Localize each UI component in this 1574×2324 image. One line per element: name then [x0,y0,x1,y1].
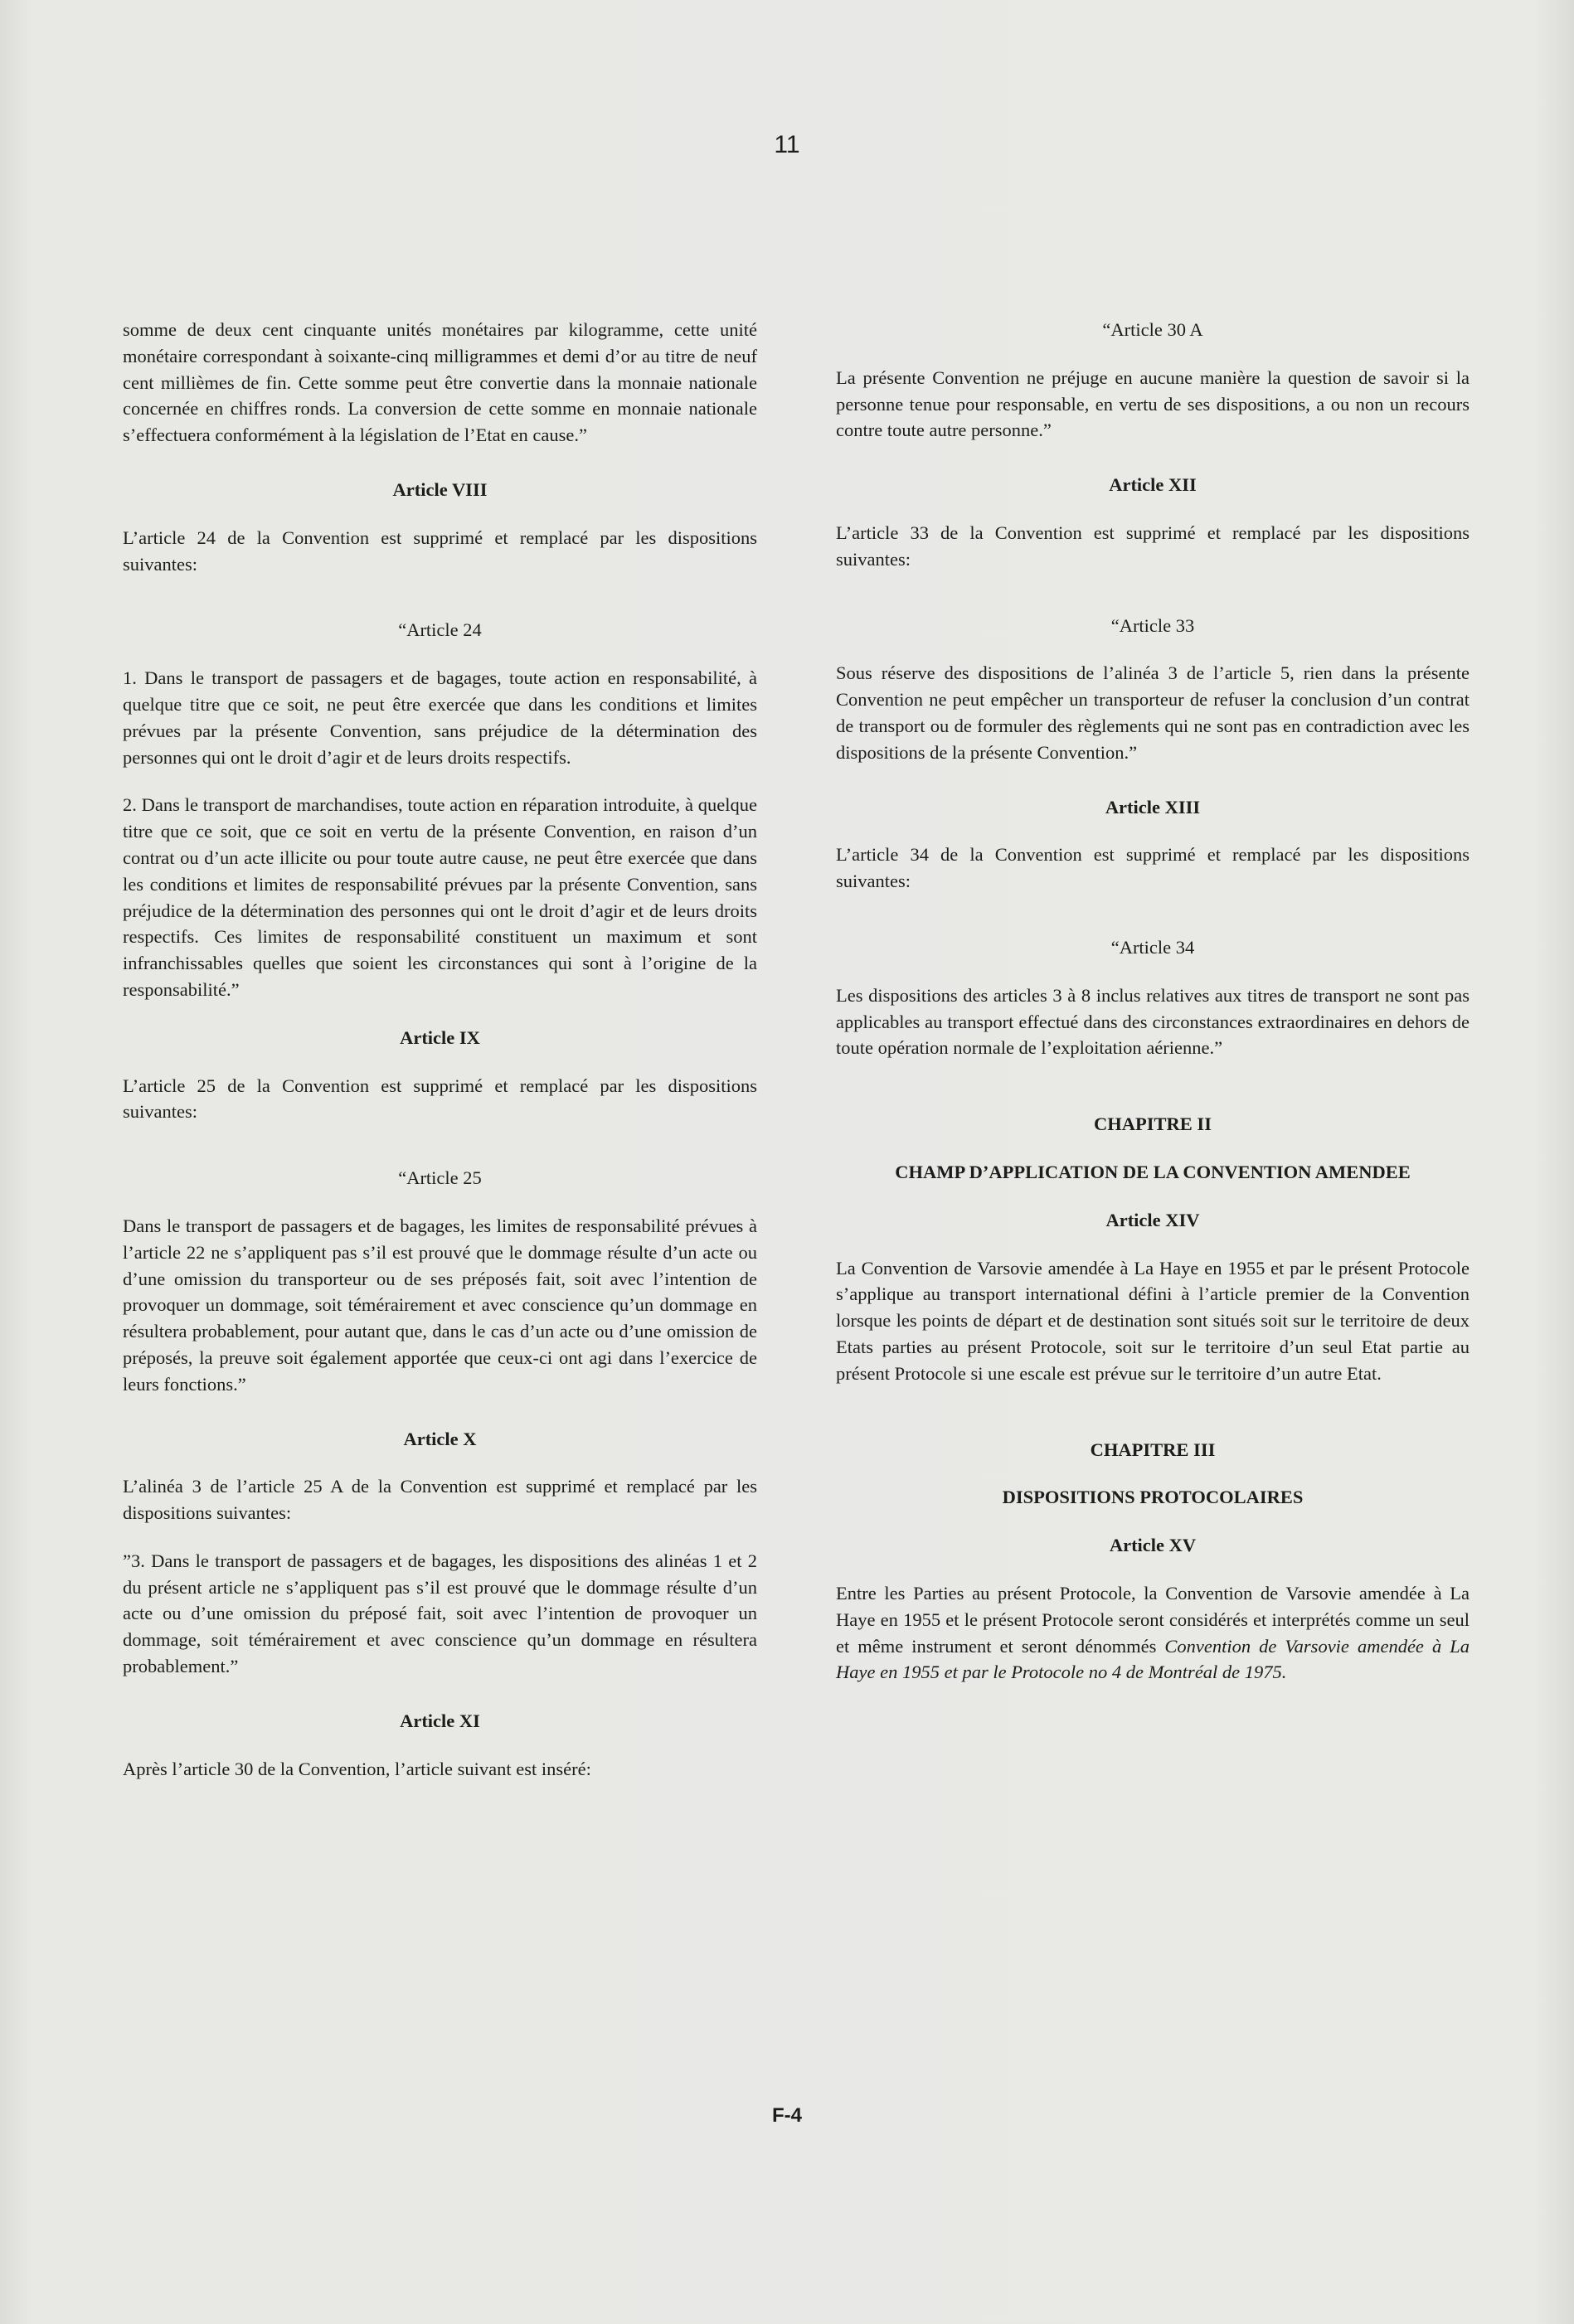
paragraph-article-vii-end: somme de deux cent cinquante unités monétaires par kilogramme, cette unité monétaire correspondant à soixante-cinq milligrammes et demi d’or au titre de neuf cent millièmes de fin. Cette somme peut être convertie dans la monnaie nationale concernée en chiffres ronds. La conversion de cette somme en monnaie nationale s’effectuera conformément à la législation de l’Etat en cause.” [123,319,757,446]
quote-title-article-33: “Article 33 [1110,614,1195,636]
paragraph-article-30a: La présente Convention ne préjuge en aucune manière la question de savoir si la personne tenue pour responsable, en vertu de ses dispositions, a ou non un recours contre toute autre personne.” [836,366,1470,441]
heading-chapter-3: CHAPITRE III [1090,1439,1216,1460]
heading-article-xii: Article XII [1109,474,1197,496]
right-column [836,317,1470,1707]
heading-article-viii: Article VIII [392,478,488,500]
heading-chapter-2: CHAPITRE II [1094,1113,1212,1135]
heading-article-x: Article X [403,1428,477,1449]
paragraph-article-xiv: La Convention de Varsovie amendée à La Haye en 1955 et par le présent Protocole s’applique au transport international défini à l’article premier de la Convention lorsque les points de départ et de destination sont situés soit sur le territoire de deux Etats parties au présent Protocole, soit sur le territoire d’un seul Etat partie au présent Protocole si une escale est prévue sur le territoire d’un autre Etat. [836,1257,1470,1384]
quote-title-article-30a: “Article 30 A [1102,319,1203,340]
heading-article-xv: Article XV [1109,1535,1197,1556]
heading-article-ix: Article IX [400,1026,480,1048]
left-column [123,317,757,1803]
paragraph-article-33: Sous réserve des dispositions de l’alinéa 3 de l’article 5, rien dans la présente Convention ne peut empêcher un transporteur de refuser la conclusion d’un contrat de transport ou de formuler des règlements qui ne sont pas en contradiction avec les dispositions de la présente Convention.” [836,662,1470,763]
paragraph-article-x-3: ”3. Dans le transport de passagers et de bagages, les dispositions des alinéas 1 et 2 du présent article ne s’appliquent pas s’il est prouvé que le dommage résulte d’un acte ou d’une omission du préposé fait, soit avec l’intention de provoquer un dommage, soit témérairement et avec conscience qu’un dommage en résultera probablement.” [123,1550,757,1677]
quote-title-article-25: “Article 25 [398,1167,482,1189]
paragraph-article-xi: Après l’article 30 de la Convention, l’article suivant est inséré: [123,1758,591,1779]
paragraph-article-xv [836,1580,1470,1686]
paragraph-article-xv-text: Entre les Parties au présent Protocole, la Convention de Varsovie amendée à La Haye en 1955 et le présent Protocole seront considérés et interprétés comme un seul et même instrument et seront dénommés [836,1582,1470,1657]
quote-title-article-24: “Article 24 [398,619,482,641]
heading-chapter-2-title: CHAMP D’APPLICATION DE LA CONVENTION AMENDEE [895,1161,1411,1182]
heading-article-xi: Article XI [400,1710,480,1731]
page-footer: F-4 [772,2104,802,2127]
paragraph-article-xii: L’article 33 de la Convention est supprimé et remplacé par les dispositions suivantes: [836,522,1470,570]
heading-article-xiv: Article XIV [1105,1209,1200,1230]
paragraph-article-x: L’alinéa 3 de l’article 25 A de la Convention est supprimé et remplacé par les dispositions suivantes: [123,1476,757,1524]
paragraph-article-25: Dans le transport de passagers et de bagages, les limites de responsabilité prévues à l’article 22 ne s’appliquent pas s’il est prouvé que le dommage résulte d’un acte ou d’une omission du transporteur ou de ses préposés fait, soit avec l’intention de provoquer un dommage, soit témérairement et avec conscience qu’un dommage en résultera probablement, pour autant que, dans le cas d’un acte ou d’une omission de préposés, la preuve soit également apportée que ceux-ci ont agi dans l’exercice de leurs fonctions.” [123,1215,757,1395]
paragraph-article-ix: L’article 25 de la Convention est supprimé et remplacé par les dispositions suivantes: [123,1075,757,1123]
quote-title-article-34: “Article 34 [1110,936,1195,958]
heading-article-xiii: Article XIII [1105,796,1201,818]
paragraph-article-34: Les dispositions des articles 3 à 8 inclus relatives aux titres de transport ne sont pas applicables au transport effectué dans des circonstances extraordinaires en dehors de toute opération normale de l’exploitation aérienne.” [836,984,1470,1059]
paragraph-article-xiii: L’article 34 de la Convention est supprimé et remplacé par les dispositions suivantes: [836,844,1470,892]
paragraph-article-24-1: 1. Dans le transport de passagers et de bagages, toute action en responsabilité, à quelque titre que ce soit, ne peut être exercée que dans les conditions et limites prévues par la présente Convention, sans préjudice de la détermination des personnes qui ont le droit d’agir et de leurs droits respectifs. [123,667,757,768]
paragraph-article-xv-italic: Convention de Varsovie amendée à La Haye en 1955 et par le Protocole no 4 de Montréal de 1975. [836,1635,1470,1683]
page-number: 11 [774,131,800,158]
paragraph-article-viii: L’article 24 de la Convention est supprimé et remplacé par les dispositions suivantes: [123,526,757,575]
paragraph-article-24-2: 2. Dans le transport de marchandises, toute action en réparation introduite, à quelque titre que ce soit, que ce soit en vertu de la présente Convention, en raison d’un contrat ou d’un acte illicite ou pour toute autre cause, ne peut être exercée que dans les conditions et limites de responsabilité prévues par la présente Convention, sans préjudice de la détermination des personnes qui ont le droit d’agir et de leurs droits respectifs. Ces limites de responsabilité constituent un maximum et sont infranchissables quelles que soient les circonstances qui sont à l’origine de la responsabilité.” [123,794,757,1000]
heading-chapter-3-title: DISPOSITIONS PROTOCOLAIRES [1002,1487,1304,1508]
